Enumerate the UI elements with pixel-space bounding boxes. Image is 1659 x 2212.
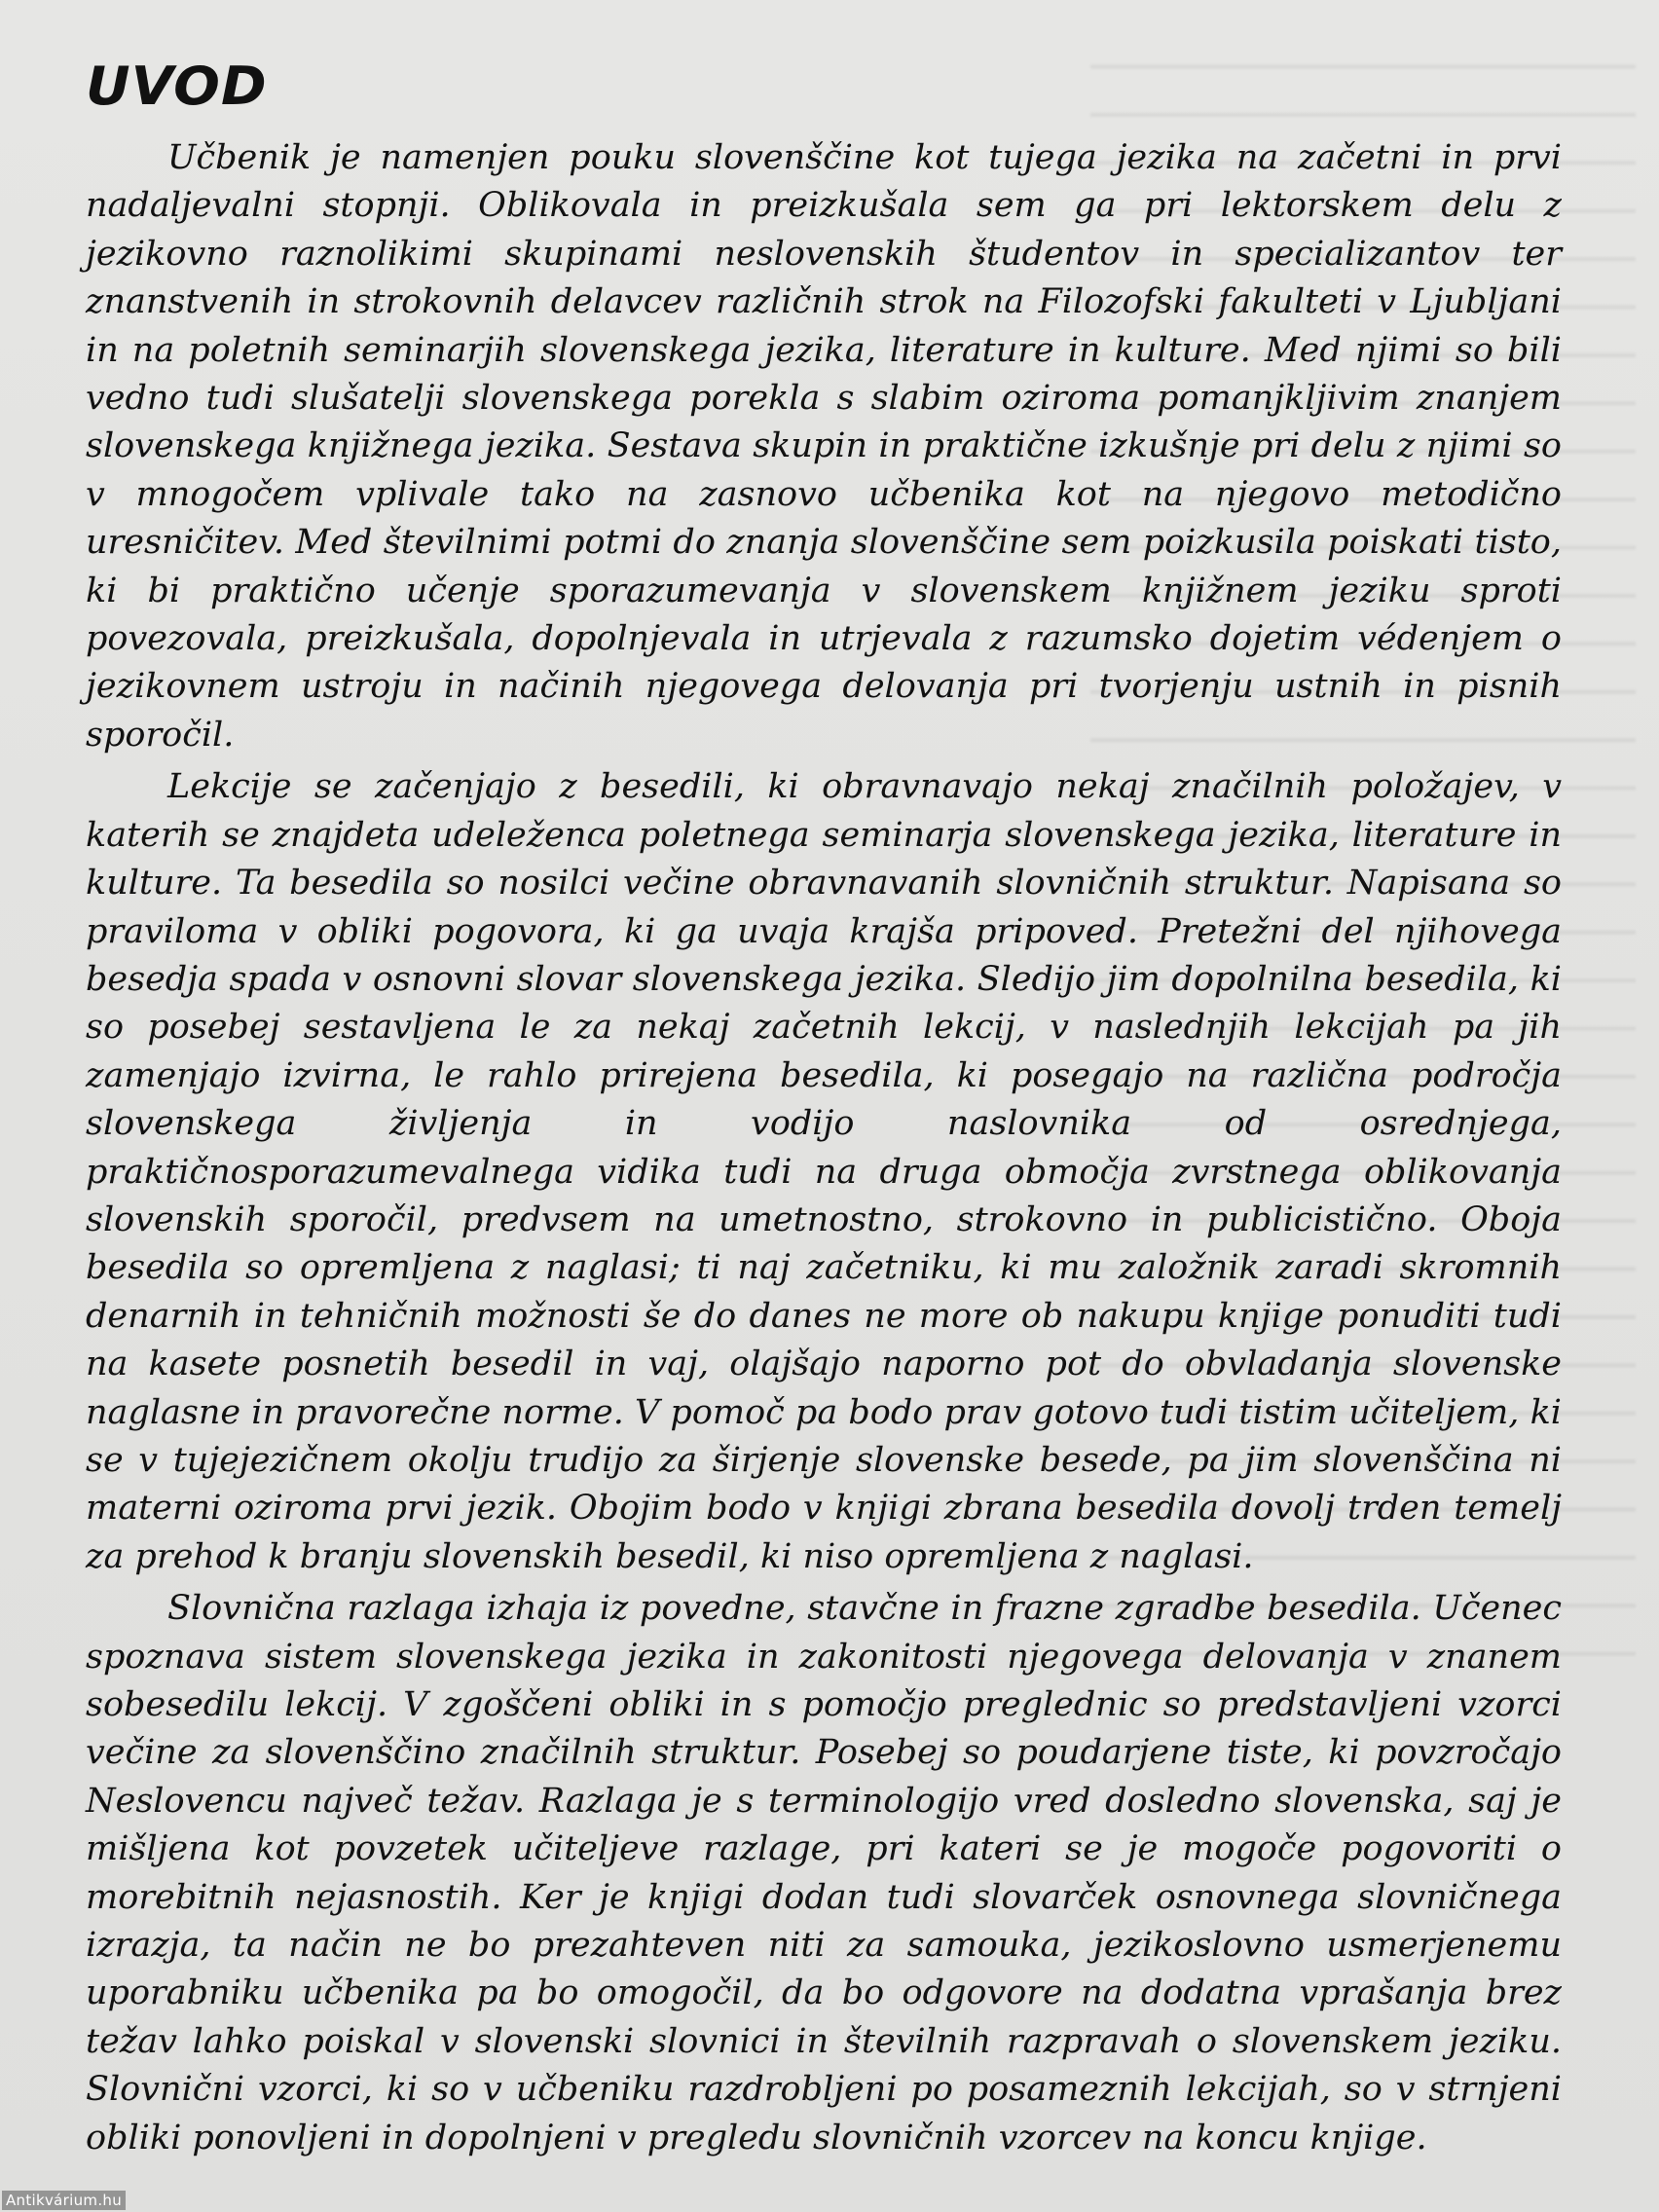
page-content	[86, 47, 1562, 2162]
watermark: Antikvárium.hu	[2, 2191, 126, 2210]
page-title: UVOD	[86, 55, 268, 117]
paragraph-2: Lekcije se začenjajo z besedili, ki obravnavajo nekaj značilnih položajev, v katerih se znajdeta udeleženca poletnega seminarja slovenskega jezika, literature in kulture. Ta besedila so nosilci večine obravnavanih slovničnih struktur. Napisana so praviloma v obliki pogovora, ki ga uvaja krajša pripoved. Pretežni del njihovega besedja spada v osnovni slovar slovenskega jezika. Sledijo jim dopolnilna besedila, ki so posebej sestavljena le za nekaj začetnih lekcij, v naslednjih lekcijah pa jih zamenjajo izvirna, le rahlo prirejena besedila, ki posegajo na različna področja slovenskega življenja in vodijo naslovnika od osrednjega, praktičnosporazumevalnega vidika tudi na druga območja zvrstnega oblikovanja slovenskih sporočil, predvsem na umetnostno, strokovno in publicistično. Oboja besedila so opremljena z naglasi; ti naj začetniku, ki mu založnik zaradi skromnih denarnih in tehničnih možnosti še do danes ne more ob nakupu knjige ponuditi tudi na kasete posnetih besedil in vaj, olajšajo naporno pot do obvladanja slovenske naglasne in pravorečne norme. V pomoč pa bodo prav gotovo tudi tistim učiteljem, ki se v tujejezičnem okolju trudijo za širjenje slovenske besede, pa jim slovenščina ni materni oziroma prvi jezik. Obojim bodo v knjigi zbrana besedila dovolj trden temelj za prehod k branju slovenskih besedil, ki niso opremljena z naglasi.	[86, 767, 1562, 1576]
paragraph-3: Slovnična razlaga izhaja iz povedne, stavčne in frazne zgradbe besedila. Učenec spoznava sistem slovenskega jezika in zakonitosti njegovega delovanja v znanem sobesedilu lekcij. V zgoščeni obliki in s pomočjo preglednic so predstavljeni vzorci večine za slovenščino značilnih struktur. Posebej so poudarjene tiste, ki povzročajo Neslovencu največ težav. Razlaga je s terminologijo vred dosledno slovenska, saj je mišljena kot povzetek učiteljeve razlage, pri kateri se je mogoče pogovoriti o morebitnih nejasnostih. Ker je knjigi dodan tudi slovarček osnovnega slovničnega izrazja, ta način ne bo prezahteven niti za samouka, jezikoslovno usmerjenemu uporabniku učbenika pa bo omogočil, da bo odgovore na dodatna vprašanja brez težav lahko poiskal v slovenski slovnici in številnih razpravah o slovenskem jeziku. Slovnični vzorci, ki so v učbeniku razdrobljeni po posameznih lekcijah, so v strnjeni obliki ponovljeni in dopolnjeni v pregledu slovničnih vzorcev na koncu knjige.	[86, 1589, 1562, 2157]
paragraph-1: Učbenik je namenjen pouku slovenščine kot tujega jezika na začetni in prvi nadaljevalni stopnji. Oblikovala in preizkušala sem ga pri lektorskem delu z jezikovno raznolikimi skupinami neslovenskih študentov in specializantov ter znanstvenih in strokovnih delavcev različnih strok na Filozofski fakulteti v Ljubljani in na poletnih seminarjih slovenskega jezika, literature in kulture. Med njimi so bili vedno tudi slušatelji slovenskega porekla s slabim oziroma pomanjkljivim znanjem slovenskega knjižnega jezika. Sestava skupin in praktične izkušnje pri delu z njimi so v mnogočem vplivale tako na zasnovo učbenika kot na njegovo metodično uresničitev. Med številnimi potmi do znanja slovenščine sem poizkusila poiskati tisto, ki bi praktično učenje sporazumevanja v slovenskem knjižnem jeziku sproti povezovala, preizkušala, dopolnjevala in utrjevala z razumsko dojetim védenjem o jezikovnem ustroju in načinih njegovega delovanja pri tvorjenju ustnih in pisnih sporočil.	[86, 138, 1562, 755]
